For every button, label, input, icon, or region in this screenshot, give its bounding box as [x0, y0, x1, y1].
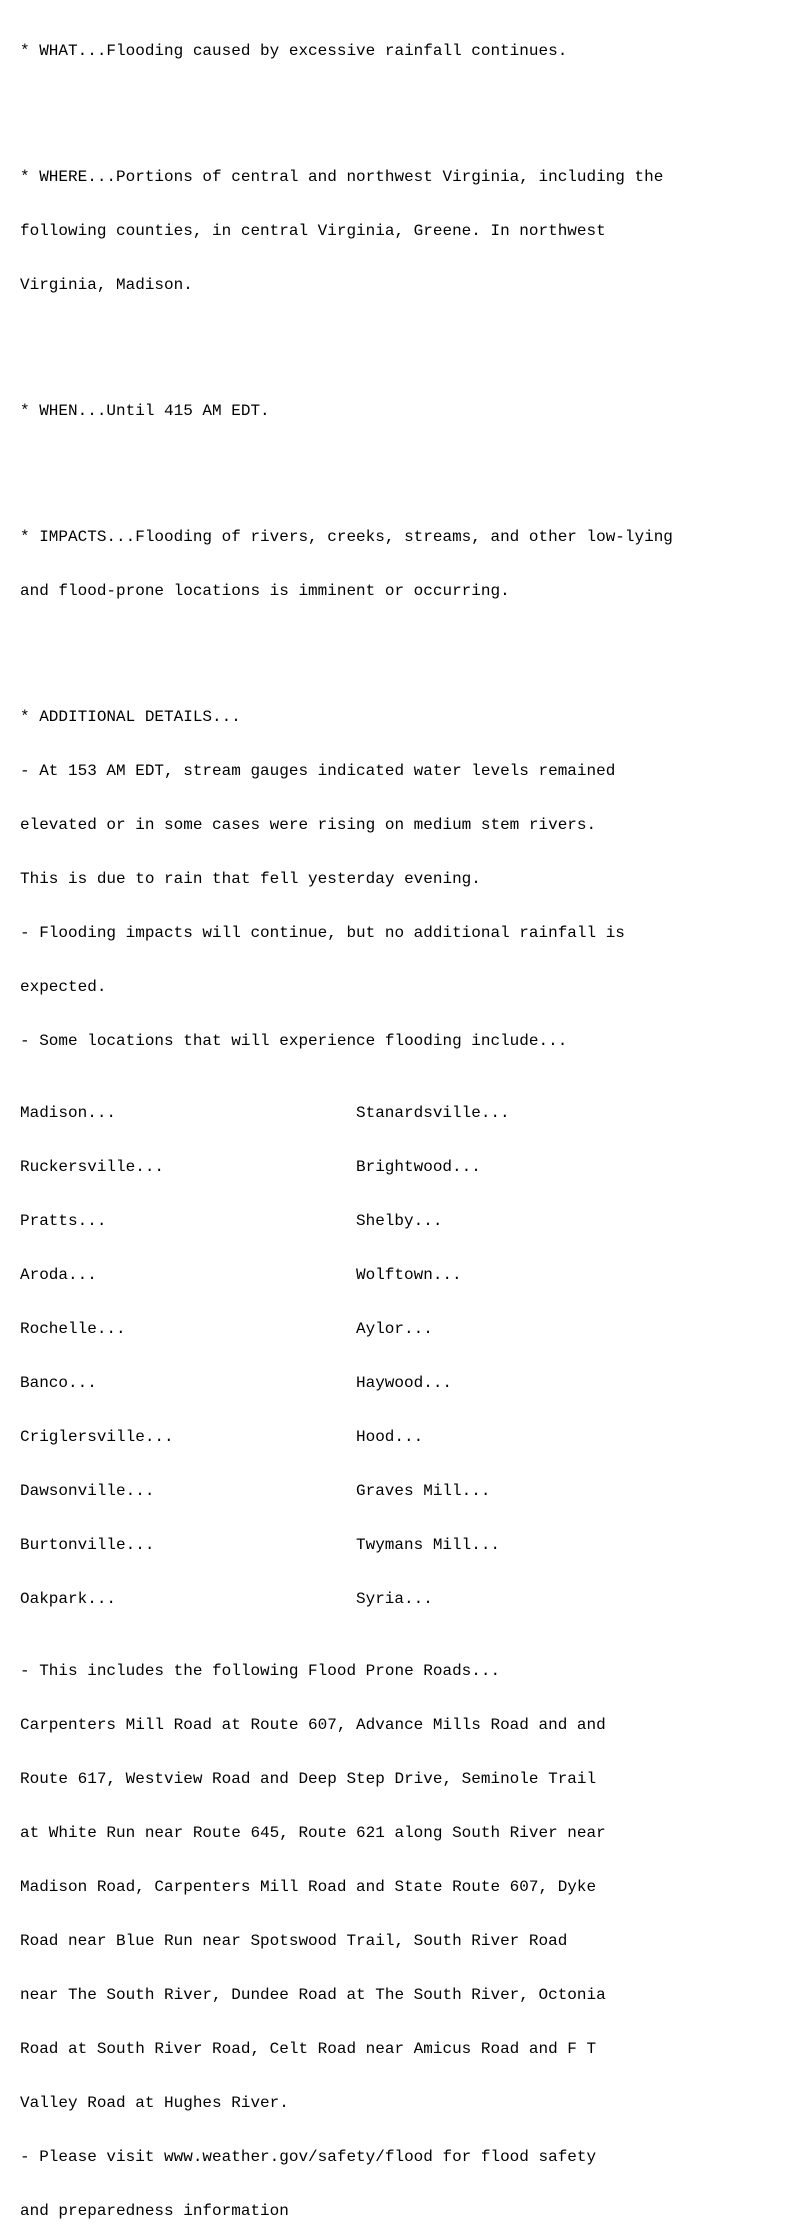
roads-line: Route 617, Westview Road and Deep Step Drive, Seminole Trail: [20, 1770, 597, 1788]
additional-details-header: * ADDITIONAL DETAILS...: [20, 708, 241, 726]
location-row: [20, 1320, 673, 1338]
location-name: Criglersville...: [20, 1428, 174, 1446]
roads-line: Carpenters Mill Road at Route 607, Advance Mills Road and and: [20, 1716, 606, 1734]
roads-line: near The South River, Dundee Road at The South River, Octonia: [20, 1986, 606, 2004]
location-name: Aroda...: [20, 1266, 97, 1284]
location-name: Oakpark...: [20, 1590, 117, 1608]
location-name: Aylor...: [356, 1320, 433, 1338]
roads-intro: - This includes the following Flood Prone Roads...: [20, 1662, 501, 1680]
where-line: Virginia, Madison.: [20, 276, 193, 294]
impacts-line: * IMPACTS...Flooding of rivers, creeks, streams, and other low-lying: [20, 528, 673, 546]
location-name: Twymans Mill...: [356, 1536, 501, 1554]
what-line: * WHAT...Flooding caused by excessive rainfall continues.: [20, 42, 568, 60]
location-row: [20, 1212, 673, 1230]
location-name: Brightwood...: [356, 1158, 481, 1176]
visit-line: - Please visit www.weather.gov/safety/flood for flood safety: [20, 2148, 597, 2166]
where-line: * WHERE...Portions of central and northwest Virginia, including the: [20, 168, 664, 186]
gauges-line: elevated or in some cases were rising on medium stem rivers.: [20, 816, 597, 834]
location-row: [20, 1536, 673, 1554]
gauges-line: - At 153 AM EDT, stream gauges indicated water levels remained: [20, 762, 616, 780]
location-row: [20, 1104, 673, 1122]
location-name: Wolftown...: [356, 1266, 462, 1284]
continue-line: expected.: [20, 978, 107, 996]
location-name: Hood...: [356, 1428, 424, 1446]
visit-line: and preparedness information: [20, 2202, 289, 2220]
where-line: following counties, in central Virginia, Greene. In northwest: [20, 222, 606, 240]
continue-line: - Flooding impacts will continue, but no additional rainfall is: [20, 924, 625, 942]
location-name: Banco...: [20, 1374, 97, 1392]
location-name: Haywood...: [356, 1374, 453, 1392]
location-name: Stanardsville...: [356, 1104, 510, 1122]
roads-line: Valley Road at Hughes River.: [20, 2094, 289, 2112]
location-name: Shelby...: [356, 1212, 443, 1230]
location-name: Syria...: [356, 1590, 433, 1608]
location-row: [20, 1482, 673, 1500]
roads-line: Road near Blue Run near Spotswood Trail, South River Road: [20, 1932, 568, 1950]
location-name: Pratts...: [20, 1212, 107, 1230]
location-name: Dawsonville...: [20, 1482, 155, 1500]
roads-line: Madison Road, Carpenters Mill Road and State Route 607, Dyke: [20, 1878, 597, 1896]
locations-intro: - Some locations that will experience flooding include...: [20, 1032, 568, 1050]
location-name: Ruckersville...: [20, 1158, 165, 1176]
gauges-line: This is due to rain that fell yesterday evening.: [20, 870, 481, 888]
location-name: Burtonville...: [20, 1536, 155, 1554]
location-row: [20, 1428, 673, 1446]
location-name: Graves Mill...: [356, 1482, 491, 1500]
location-name: Madison...: [20, 1104, 117, 1122]
when-line: * WHEN...Until 415 AM EDT.: [20, 402, 270, 420]
impacts-line: and flood-prone locations is imminent or occurring.: [20, 582, 510, 600]
location-row: [20, 1374, 673, 1392]
location-name: Rochelle...: [20, 1320, 126, 1338]
flood-warning-bulletin: [20, 6, 673, 2238]
roads-line: at White Run near Route 645, Route 621 along South River near: [20, 1824, 606, 1842]
location-row: [20, 1158, 673, 1176]
location-row: [20, 1266, 673, 1284]
roads-line: Road at South River Road, Celt Road near Amicus Road and F T: [20, 2040, 597, 2058]
blank-line: [20, 456, 673, 474]
blank-line: [20, 636, 673, 654]
blank-line: [20, 96, 673, 114]
blank-line: [20, 330, 673, 348]
location-row: [20, 1590, 673, 1608]
